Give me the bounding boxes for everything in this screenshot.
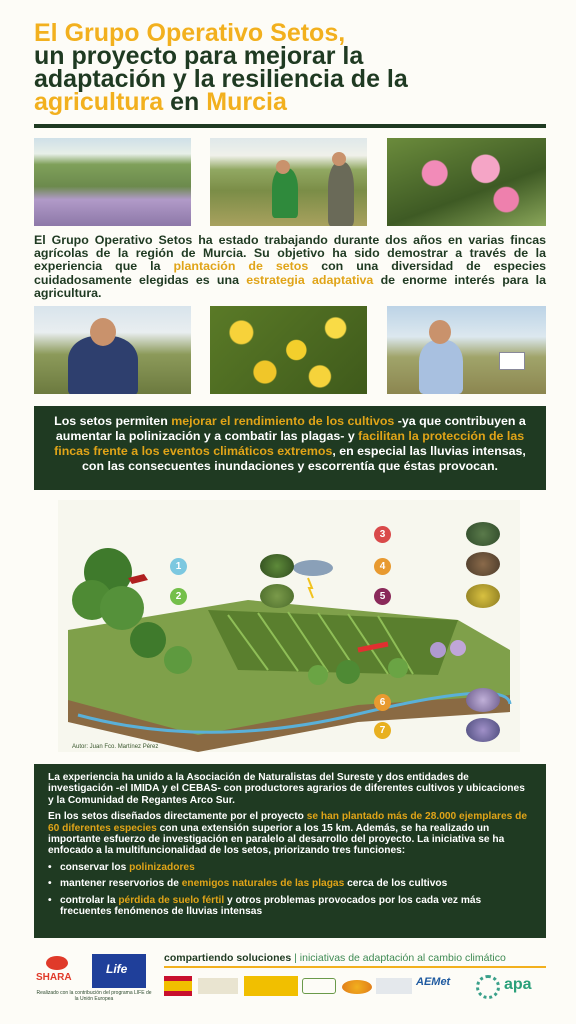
diagram-illustration — [58, 500, 520, 752]
exp-text-2: con una extensión superior a los 15 km. Además, se ha realizado un importante esfuerzo de investigación en paralelo al desarrollo del proyecto. La iniciativa se ha enfocado a la multifuncionalidad de los setos, priorizando tres funciones: — [48, 822, 505, 857]
benefits-highlight-1: mejorar el rendimiento de los cultivos — [171, 414, 395, 428]
list-item — [48, 878, 532, 889]
photo-people-planting — [210, 138, 367, 226]
page-title — [34, 19, 554, 116]
functions-list — [48, 862, 532, 918]
benefits-text-1: Los setos permiten — [54, 414, 172, 428]
person-green-shirt — [272, 168, 298, 218]
benefits-text-3: , en especial las lluvias intensas, con las consecuentes inundaciones y escorrentía que éstas provocan. — [82, 444, 526, 473]
parques-logo — [376, 978, 412, 994]
list-item — [48, 862, 532, 873]
info-sign — [499, 352, 525, 370]
experience-paragraph-2 — [48, 811, 532, 857]
diagram-number-2: 2 — [170, 588, 187, 605]
title-line-3: adaptación y la resiliencia de la — [34, 65, 408, 93]
li2-text: mantener reservorios de — [60, 878, 182, 890]
spain-flag-logo — [164, 976, 192, 996]
li1-highlight: polinizadores — [129, 861, 195, 873]
intro-highlight-1: plantación de setos — [173, 259, 309, 274]
li1-text: conservar los — [60, 861, 130, 873]
hedge-diagram — [58, 500, 520, 752]
shara-text: SHARA — [36, 972, 72, 983]
diagram-number-6: 6 — [374, 694, 391, 711]
li3-text: controlar la — [60, 894, 119, 906]
diagram-number-7: 7 — [374, 722, 391, 739]
diagram-thumb-7 — [466, 718, 500, 742]
diagram-number-5: 5 — [374, 588, 391, 605]
fundacion-logo — [302, 978, 336, 994]
life-logo — [92, 954, 146, 988]
experience-paragraph-1: La experiencia ha unido a la Asociación de Naturalistas del Sureste y dos entidades de investigación -el IMIDA y el CEBAS- con productores agrarios de diferentes cultivos y ubicaciones y la Comunidad de Regantes Arco Sur. — [48, 772, 525, 806]
photo-researcher — [387, 306, 546, 394]
intro-paragraph — [34, 234, 546, 300]
aemet-logo: AEMet — [416, 976, 451, 988]
intro-text-3: de enorme interés para la agricultura. — [34, 272, 546, 300]
li2-highlight: enemigos naturales de las plagas — [181, 878, 345, 890]
benefits-text-2: -ya que contribuyen a aumentar la polinización y a combatir las plagas- y — [55, 414, 526, 443]
exp-highlight-1: se han plantado más de 28.000 ejemplares de 60 diferentes especies — [48, 811, 527, 834]
diagram-thumb-5 — [466, 584, 500, 608]
government-logo — [198, 978, 238, 994]
intro-highlight-2: estrategia adaptativa — [246, 272, 374, 287]
title-word-murcia: Murcia — [206, 88, 287, 116]
title-word-agricultura: agricultura — [34, 88, 164, 116]
diagram-thumb-1 — [260, 554, 294, 578]
experience-box — [34, 764, 546, 938]
benefits-box — [34, 406, 546, 490]
list-item — [48, 895, 532, 918]
life-text: Life — [106, 962, 128, 976]
person-head — [276, 160, 290, 174]
diagram-number-4: 4 — [374, 558, 391, 575]
sun-logo — [342, 980, 372, 994]
intro-text-2: con una diversidad de especies cuidadosamente elegidas es una — [34, 259, 546, 287]
photo-yellow-shrub — [210, 306, 367, 394]
footer-title — [164, 952, 506, 964]
diagram-number-1: 1 — [170, 558, 187, 575]
photo-pink-flowers — [387, 138, 546, 226]
diagram-author: Autor: Juan Fco. Martínez Pérez — [72, 744, 159, 750]
footer-title-a: compartiendo soluciones — [164, 952, 292, 964]
li2-text-2: cerca de los cultivos — [344, 878, 448, 890]
benefits-highlight-2: facilitan la protección de las fincas frente a los eventos climáticos extremos — [54, 429, 525, 458]
farmer-head — [90, 318, 116, 346]
person-head — [332, 152, 346, 166]
photo-lavender-field — [34, 138, 191, 226]
diagram-number-3: 3 — [374, 526, 391, 543]
researcher-shirt — [419, 340, 463, 394]
ministry-logo — [244, 976, 298, 996]
diagram-thumb-2 — [260, 584, 294, 608]
shara-mark — [46, 956, 68, 970]
li3-highlight: pérdida de suelo fértil — [118, 894, 225, 906]
person-grey-shirt — [328, 162, 354, 226]
title-word-en: en — [163, 88, 207, 116]
apa-logo: apa — [504, 976, 532, 993]
title-line-1: El Grupo Operativo Setos, — [34, 19, 346, 47]
title-line-4 — [34, 88, 554, 116]
diagram-thumb-3 — [466, 522, 500, 546]
title-rule — [34, 124, 546, 128]
diagram-thumb-4 — [466, 552, 500, 576]
life-caption: Realizado con la contribución del programa LIFE de la Unión Europea — [36, 990, 152, 1002]
asociacion-logo — [476, 975, 500, 999]
footer-rule — [164, 966, 546, 968]
researcher-head — [429, 320, 451, 344]
photo-farmer — [34, 306, 191, 394]
li3-text-2: y otros problemas provocados por los cada vez más frecuentes fenómenos de lluvias intensas — [60, 894, 482, 918]
exp-text-1: En los setos diseñados directamente por el proyecto — [48, 811, 307, 823]
diagram-thumb-6 — [466, 688, 500, 712]
shara-logo — [36, 956, 82, 986]
intro-text-1: El Grupo Operativo Setos ha estado trabajando durante dos años en varias fincas agrícolas de la región de Murcia. Su objetivo ha sido demostrar a través de la experiencia que la — [34, 233, 546, 274]
footer-title-b: | iniciativas de adaptación al cambio climático — [291, 952, 506, 964]
title-line-2: un proyecto para mejorar la — [34, 42, 364, 70]
